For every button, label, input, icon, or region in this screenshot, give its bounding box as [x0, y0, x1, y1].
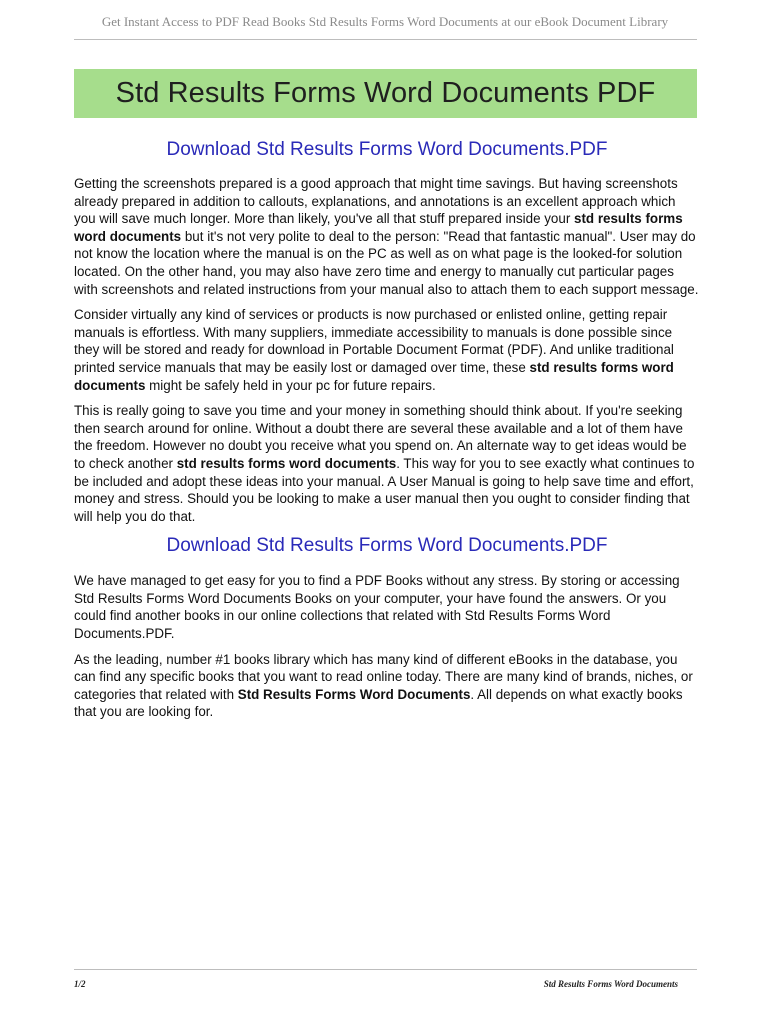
document-title: Std Results Forms Word Documents PDF — [115, 77, 656, 109]
paragraph-5-text-b: . All depends on what exactly books that you are looking for. — [74, 686, 683, 720]
paragraph-2-keyword: std results forms word documents — [74, 359, 674, 393]
header-note: Get Instant Access to PDF Read Books Std Results Forms Word Documents at our eBook Document Library — [101, 14, 669, 29]
paragraph-3-text-a: This is really going to save you time and your money in something should think about. If you're seeking then search around for online. Without a doubt there are several these available and a lot of them have the freedom. However no doubt you receive what you spend on. An alternate way to get ideas would be to check another — [74, 403, 687, 471]
paragraph-2-text-b: might be safely held in your pc for future repairs. — [145, 377, 436, 393]
paragraph-5-text-a: As the leading, number #1 books library which has many kind of different eBooks in the database, you can find any specific books that you want to read online today. There are many kind of brands, niches, or categories that related with — [74, 651, 693, 702]
paragraph-3-text-b: . This way for you to see exactly what continues to be included and adopt these ideas into your manual. A User Manual is going to help save time and effort, money and stress. Should you be looking to make a user manual then you ought to consider finding that will help you do that. — [74, 455, 695, 524]
paragraph-3-keyword: std results forms word documents — [176, 455, 397, 471]
footer-title: Std Results Forms Word Documents — [543, 979, 678, 989]
section-heading-2: Download Std Results Forms Word Documents.PDF — [166, 535, 608, 557]
paragraph-2 — [74, 306, 700, 394]
footer-divider — [74, 969, 697, 970]
paragraph-4: We have managed to get easy for you to find a PDF Books without any stress. By storing or accessing Std Results Forms Word Documents Books on your computer, your have found the answers. Or you could find another books in our online collections that related with Std Results Forms Word Documents.PDF. — [74, 573, 680, 642]
paragraph-2-text-a: Consider virtually any kind of services or products is now purchased or enlisted online, getting repair manuals is effortless. With many suppliers, immediate accessibility to manuals is done possible since they will be stored and ready for download in Portable Document Format (PDF). And unlike traditional printed service manuals that may be easily lost or damaged over time, these — [74, 307, 674, 375]
header-divider — [74, 39, 697, 40]
title-banner — [74, 69, 697, 118]
paragraph-1-text-b: but it's not very polite to deal to the person: "Read that fantastic manual". User may do not know the location where the manual is on the PC as well as on what page is the looked-for solution located. On the other hand, you may also have zero time and energy to manually cut particular pages with screenshots and related instructions from your manual also to attach them to each support message. — [74, 228, 699, 297]
paragraph-3 — [74, 402, 700, 525]
paragraph-1 — [74, 175, 700, 298]
paragraph-1-text-a: Getting the screenshots prepared is a good approach that might time savings. But having screenshots already prepared in addition to callouts, explanations, and annotations is an excellent approach which you will save much longer. More than likely, you've all that stuff prepared inside your — [74, 176, 678, 227]
paragraph-5 — [74, 651, 700, 721]
paragraph-5-keyword: Std Results Forms Word Documents — [237, 686, 471, 702]
section-heading-1: Download Std Results Forms Word Documents.PDF — [166, 139, 608, 160]
document-body — [74, 137, 700, 729]
page-number: 1/2 — [74, 979, 86, 989]
paragraph-1-keyword: std results forms word documents — [74, 211, 683, 244]
